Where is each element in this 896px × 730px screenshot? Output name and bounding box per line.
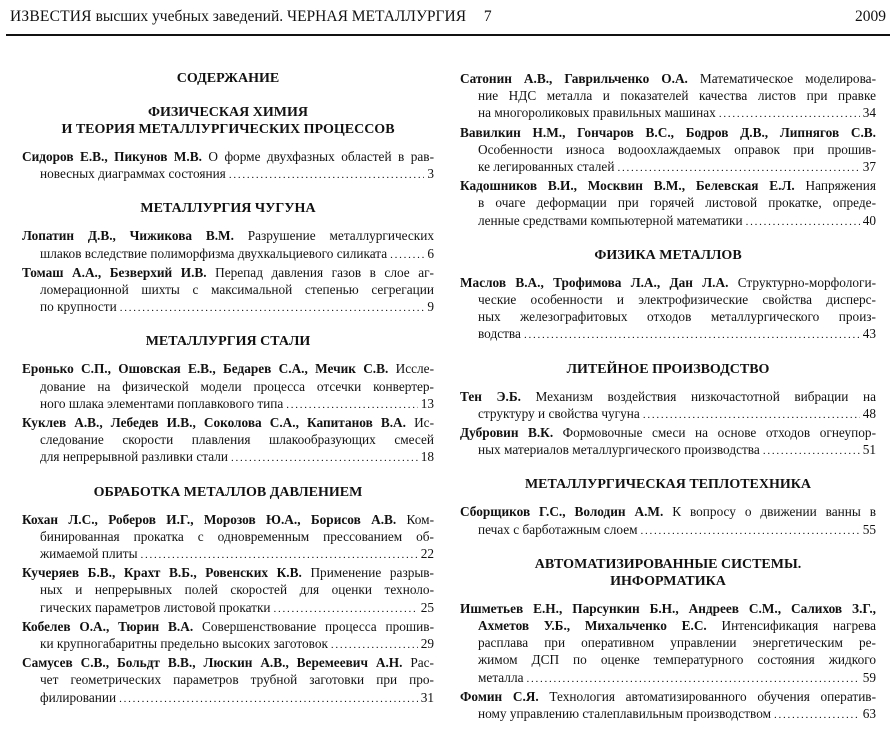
page-number: 22: [420, 546, 434, 562]
page-number: 51: [862, 442, 876, 458]
journal-title: [10, 8, 492, 26]
section-heading: МЕТАЛЛУРГИЯ ЧУГУНА: [140, 201, 316, 217]
toc-entry[interactable]: Лопатин Д.В., Чижикова В.М. Разрушение металлургических шлаков вследствие полиморфизма двухкальциевого силиката . . . 6: [22, 227, 434, 263]
toc-entry[interactable]: Ишметьев Е.Н., Парсункин Б.Н., Андреев С.М., Салихов З.Г., Ахметов У.Б., Михальченко Е.С. Интенсификация нагрева расплава при оперативном управлении энергетическим ре- жимом ДСП по оценке температурного состояния жидкого металла . . . 59: [460, 600, 876, 688]
leader-dots: [274, 599, 418, 618]
header-rule: [6, 34, 890, 36]
leader-dots: [617, 158, 859, 177]
leader-dots: [643, 405, 860, 424]
toc-entry[interactable]: Еронько С.П., Ошовская Е.В., Бедарев С.А., Мечик С.В. Иссле- дование на физической модели процесса отсечки конвертер- ного шлака элементами поплавкового типа . . . 13: [22, 360, 434, 414]
leader-dots: [231, 448, 418, 467]
page-number: 37: [862, 159, 876, 175]
toc-entry[interactable]: Маслов В.А., Трофимова Л.А., Дан Л.А. Структурно-морфологи- ческие особенности и электрофизические свойства дисперс- ных железографитовых отходов металлургического произ- водства . . . 43: [460, 274, 876, 345]
section-heading: ОБРАБОТКА МЕТАЛЛОВ ДАВЛЕНИЕМ: [93, 484, 363, 500]
leader-dots: [524, 325, 860, 344]
toc-entry[interactable]: Куклев А.В., Лебедев И.В., Соколова С.А., Капитанов В.А. Ис- следование скорости плавления шлакообразующих смесей для непрерывной разливки стали . . . 18: [22, 414, 434, 468]
toc-entry[interactable]: Сатонин А.В., Гаврильченко О.А. Математическое моделирова- ние НДС металла и показателей качества листов при правке на многороликовых правильных машинах . . . 34: [460, 70, 876, 124]
page-number: 9: [427, 299, 434, 315]
section-heading: МЕТАЛЛУРГИЧЕСКАЯ ТЕПЛОТЕХНИКА: [524, 477, 812, 493]
section-heading: МЕТАЛЛУРГИЯ СТАЛИ: [145, 334, 311, 350]
leader-dots: [526, 669, 859, 688]
toc-heading: СОДЕРЖАНИЕ: [176, 71, 280, 86]
page-number: 48: [862, 405, 876, 421]
leader-dots: [286, 395, 417, 414]
toc-left-column: [22, 62, 434, 708]
section-heading: ФИЗИЧЕСКАЯ ХИМИЯ И ТЕОРИЯ МЕТАЛЛУРГИЧЕСКИХ ПРОЦЕССОВ: [61, 105, 395, 137]
section-heading: АВТОМАТИЗИРОВАННЫЕ СИСТЕМЫ. ИНФОРМАТИКА: [534, 556, 802, 589]
page-number: 63: [862, 706, 876, 722]
toc-entry[interactable]: Кадошников В.И., Москвин В.М., Белевская Е.Л. Напряжения в очаге деформации при горячей листовой прокатке, опреде- ленные средствами компьютерной математики . . . 40: [460, 177, 876, 231]
page-number: 6: [427, 245, 434, 261]
toc-entry[interactable]: Фомин С.Я. Технология автоматизированного обучения оператив- ному управлению сталеплавильным производством . . . 63: [460, 688, 876, 724]
leader-dots: [141, 545, 418, 564]
leader-dots: [641, 521, 860, 540]
section-heading: ЛИТЕЙНОЕ ПРОИЗВОДСТВО: [566, 361, 770, 377]
year: 2009: [855, 8, 886, 25]
toc-entry[interactable]: Кобелев О.А., Тюрин В.А. Совершенствование процесса прошив- ки крупногабаритны предельно высоких заготовок . . . 29: [22, 618, 434, 654]
leader-dots: [746, 212, 860, 231]
page-header: [0, 0, 896, 38]
page-number: 18: [420, 449, 434, 465]
toc-entry[interactable]: Вавилкин Н.М., Гончаров В.С., Бодров Д.В., Липнягов С.В. Особенности износа водоохлаждаемых оправок при прошив- ке легированных сталей . . . 37: [460, 124, 876, 178]
leader-dots: [331, 635, 418, 654]
toc-entry[interactable]: Томаш А.А., Безверхий И.В. Перепад давления газов в слое аг- ломерационной шихты с максимальной степенью сегрегации по крупности . . . 9: [22, 264, 434, 318]
page-number: 43: [862, 326, 876, 342]
leader-dots: [763, 441, 860, 460]
toc-entry[interactable]: Тен Э.Б. Механизм воздействия низкочастотной вибрации на структуру и свойства чугуна . . . 48: [460, 388, 876, 424]
toc-entry[interactable]: Кучеряев Б.В., Крахт В.Б., Ровенских К.В. Применение разрыв- ных и непрерывных полей скоростей для оценки техноло- гических параметров листовой прокатки . . . 25: [22, 564, 434, 618]
page-number: 40: [862, 212, 876, 228]
page-number: 29: [420, 636, 434, 652]
leader-dots: [719, 104, 860, 123]
page-number: 31: [420, 689, 434, 705]
page-number: 34: [862, 105, 876, 121]
toc-entry[interactable]: Кохан Л.С., Роберов И.Г., Морозов Ю.А., Борисов А.В. Ком- бинированная прокатка с одновременным прессованием об- жимаемой плиты . . . 22: [22, 511, 434, 565]
leader-dots: [120, 298, 425, 317]
issue-number: 7: [483, 8, 492, 25]
toc-entry[interactable]: Дубровин В.К. Формовочные смеси на основе отходов огнеупор- ных материалов металлургического производства . . . 51: [460, 424, 876, 460]
leader-dots: [390, 245, 424, 264]
leader-dots: [229, 165, 425, 184]
toc-entry[interactable]: Сидоров Е.В., Пикунов М.В. О форме двухфазных областей в рав- новесных диаграммах состояния . . . 3: [22, 148, 434, 184]
journal-subtitle: ЧЕРНАЯ МЕТАЛЛУРГИЯ: [287, 8, 467, 25]
section-heading: ФИЗИКА МЕТАЛЛОВ: [594, 247, 742, 263]
page-number: 59: [862, 669, 876, 685]
leader-dots: [774, 705, 860, 724]
toc-right-column: [460, 70, 876, 724]
page-number: 13: [420, 395, 434, 411]
page-number: 3: [427, 166, 434, 182]
toc-entry[interactable]: Самусев С.В., Больдт В.В., Люскин А.В., Веремеевич А.Н. Рас- чет геометрических параметров трубной заготовки при про- филировании . . . 31: [22, 654, 434, 708]
journal-name-caps: ИЗВЕСТИЯ: [10, 8, 92, 25]
leader-dots: [119, 689, 418, 708]
page-number: 25: [420, 599, 434, 615]
journal-name-rest: высших учебных заведений.: [95, 8, 284, 25]
toc-entry[interactable]: Сборщиков Г.С., Володин А.М. К вопросу о движении ванны в печах с барботажным слоем . . . 55: [460, 503, 876, 539]
page-number: 55: [862, 521, 876, 537]
